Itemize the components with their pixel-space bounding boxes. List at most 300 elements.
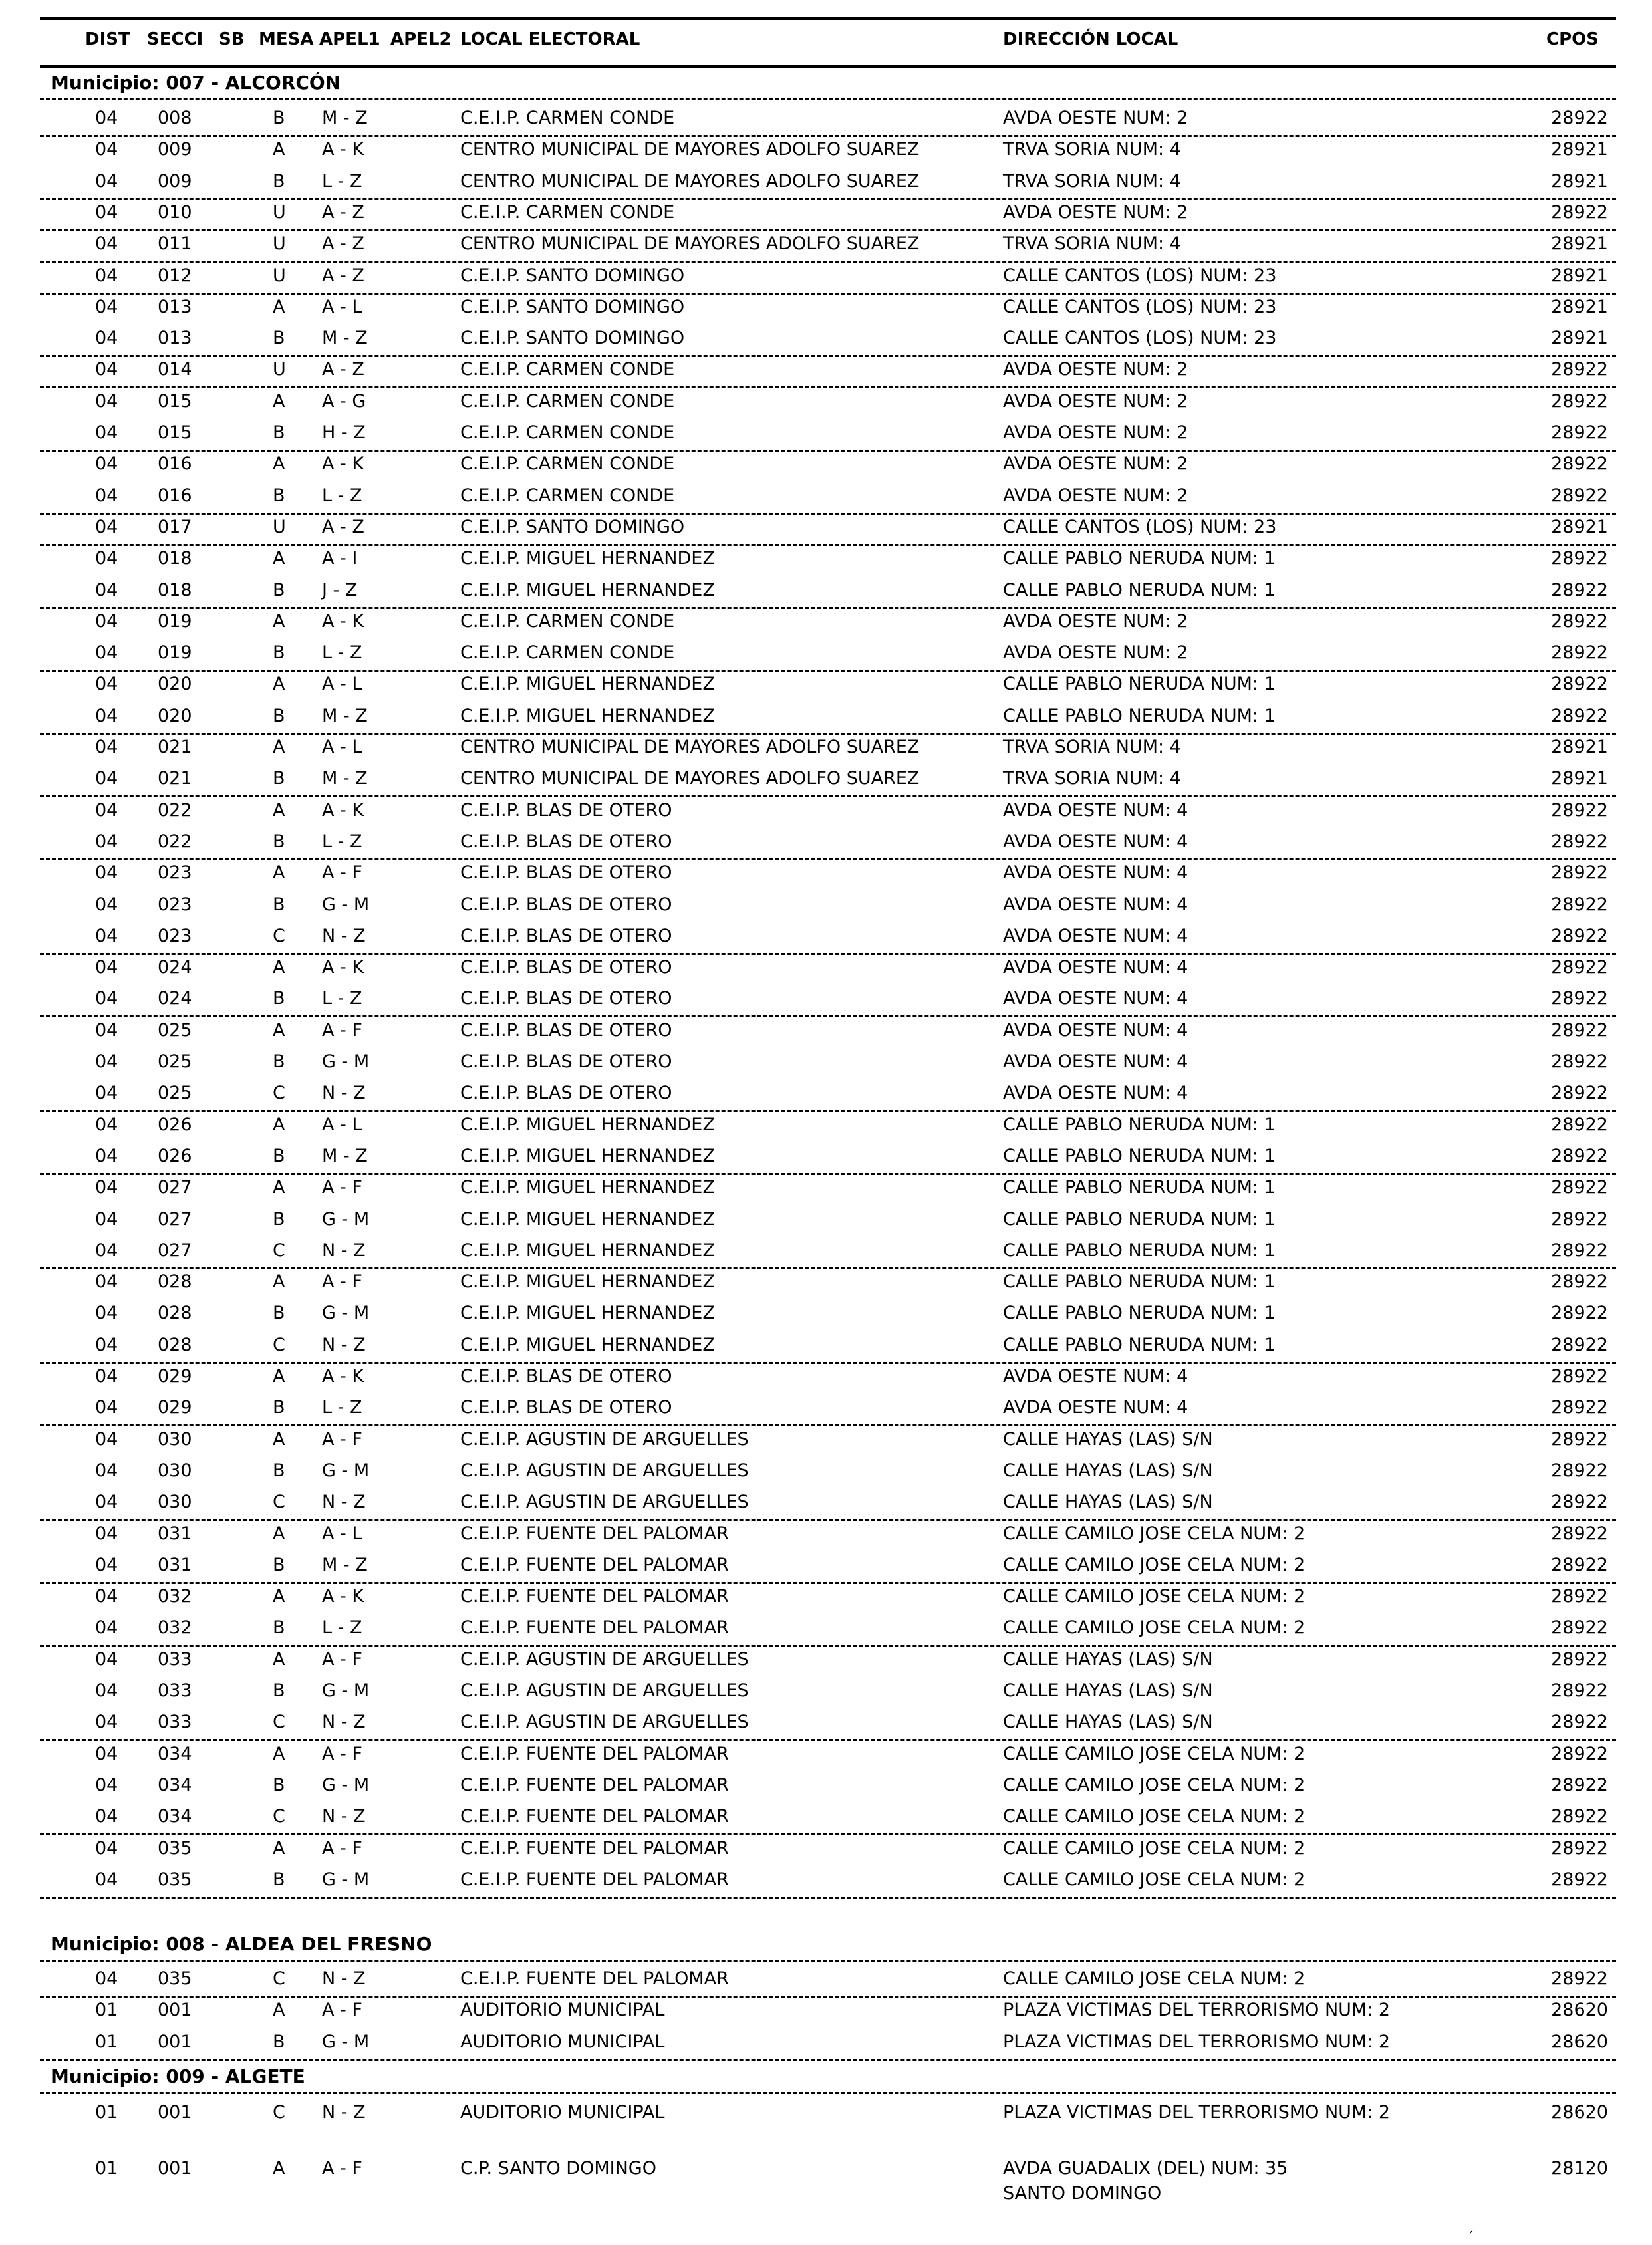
cell-secci: 030 [158, 1460, 192, 1481]
cell-direccion: CALLE PABLO NERUDA NUM: 1 [1003, 1177, 1276, 1198]
cell-secci: 033 [158, 1712, 192, 1733]
cell-local: AUDITORIO MUNICIPAL [460, 2000, 665, 2021]
cell-local: C.E.I.P. FUENTE DEL PALOMAR [460, 1554, 729, 1575]
cell-direccion: CALLE CAMILO JOSE CELA NUM: 2 [1003, 1586, 1306, 1607]
cell-local: C.E.I.P. FUENTE DEL PALOMAR [460, 1806, 729, 1827]
cell-local: C.E.I.P. BLAS DE OTERO [460, 1366, 672, 1387]
cell-mesa: B [273, 1774, 285, 1795]
cell-local: C.E.I.P. MIGUEL HERNANDEZ [460, 1114, 715, 1135]
cell-cpos: 28922 [1551, 862, 1608, 884]
table-row [40, 1173, 1616, 1204]
cell-mesa: B [273, 328, 285, 349]
cell-dist: 04 [95, 1240, 118, 1261]
cell-dist: 04 [95, 1774, 118, 1795]
cell-local: C.E.I.P. AGUSTIN DE ARGUELLES [460, 1712, 749, 1733]
cell-secci: 008 [158, 108, 192, 128]
cell-apel1: A - L [322, 1114, 362, 1135]
cell-cpos: 28922 [1551, 359, 1608, 380]
cell-local: C.E.I.P. MIGUEL HERNANDEZ [460, 1208, 715, 1230]
cell-mesa: B [273, 642, 285, 664]
table-row [40, 544, 1616, 575]
cell-dist: 04 [95, 1968, 118, 1989]
cell-dist: 04 [95, 1428, 118, 1450]
cell-cpos: 28921 [1551, 768, 1608, 789]
cell-dist: 04 [95, 610, 118, 632]
cell-direccion: TRVA SORIA NUM: 4 [1003, 170, 1181, 192]
cell-local: C.E.I.P. BLAS DE OTERO [460, 957, 672, 978]
cell-local: C.E.I.P. SANTO DOMINGO [460, 328, 685, 349]
cell-secci: 034 [158, 1743, 192, 1764]
cell-apel1: A - Z [322, 265, 364, 286]
municipio-heading: Municipio: 008 - ALDEA DEL FRESNO [51, 1933, 432, 1955]
table-row [40, 387, 1616, 418]
cell-dist: 04 [95, 233, 118, 255]
cell-apel1: A - K [322, 1366, 364, 1387]
table-row [40, 450, 1616, 481]
cell-mesa: B [273, 1460, 285, 1481]
cell-mesa: A [273, 2158, 285, 2179]
cell-mesa: U [273, 359, 286, 380]
cell-apel1: A - Z [322, 516, 364, 537]
cell-local: C.E.I.P. FUENTE DEL PALOMAR [460, 1523, 729, 1544]
cell-dist: 04 [95, 201, 118, 223]
cell-dist: 04 [95, 894, 118, 915]
cell-local: CENTRO MUNICIPAL DE MAYORES ADOLFO SUAREZ [460, 737, 920, 757]
cell-direccion: CALLE HAYAS (LAS) S/N [1003, 1712, 1213, 1733]
header-direccion: DIRECCIÓN LOCAL [1003, 29, 1178, 49]
cell-apel1: A - L [322, 737, 362, 757]
cell-mesa: A [273, 1019, 285, 1041]
cell-cpos: 28922 [1551, 1586, 1608, 1607]
cell-mesa: B [273, 1869, 285, 1890]
cell-mesa: A [273, 1586, 285, 1607]
cell-cpos: 28922 [1551, 1019, 1608, 1041]
cell-direccion: AVDA OESTE NUM: 4 [1003, 1366, 1188, 1387]
cell-secci: 029 [158, 1366, 192, 1387]
table-row [40, 293, 1616, 324]
cell-apel1: A - I [322, 548, 358, 569]
table-row [40, 513, 1616, 546]
cell-dist: 04 [95, 737, 118, 757]
table-row [40, 1267, 1616, 1299]
cell-apel1: N - Z [322, 1240, 366, 1261]
cell-mesa: B [273, 831, 285, 852]
table-row [40, 1425, 1616, 1456]
cell-secci: 021 [158, 768, 192, 789]
cell-local: C.E.I.P. AGUSTIN DE ARGUELLES [460, 1492, 749, 1513]
cell-mesa: A [273, 2000, 285, 2021]
cell-dist: 04 [95, 1680, 118, 1701]
table-row [40, 1802, 1616, 1835]
cell-dist: 04 [95, 1019, 118, 1041]
cell-dist: 04 [95, 1177, 118, 1198]
cell-dist: 04 [95, 925, 118, 946]
cell-mesa: B [273, 1617, 285, 1639]
cell-direccion: PLAZA VICTIMAS DEL TERRORISMO NUM: 2 [1003, 2031, 1391, 2052]
cell-apel1: A - K [322, 610, 364, 632]
cell-local: C.E.I.P. MIGUEL HERNANDEZ [460, 1271, 715, 1293]
cell-secci: 018 [158, 579, 192, 600]
cell-local: C.E.I.P. FUENTE DEL PALOMAR [460, 1774, 729, 1795]
cell-dist: 04 [95, 1492, 118, 1513]
table-row [40, 418, 1616, 452]
cell-secci: 001 [158, 2102, 192, 2123]
cell-direccion: TRVA SORIA NUM: 4 [1003, 139, 1181, 160]
table-row [40, 2028, 1616, 2061]
cell-mesa: A [273, 1271, 285, 1293]
cell-local: C.E.I.P. BLAS DE OTERO [460, 1051, 672, 1072]
table-row [40, 922, 1616, 955]
cell-cpos: 28922 [1551, 642, 1608, 664]
cell-secci: 026 [158, 1145, 192, 1166]
cell-cpos: 28620 [1551, 2000, 1608, 2021]
cell-mesa: C [273, 1083, 285, 1104]
cell-dist: 04 [95, 265, 118, 286]
table-row [40, 1996, 1616, 2027]
table-row [40, 702, 1616, 735]
cell-apel1: A - K [322, 957, 364, 978]
cell-local: C.E.I.P. BLAS DE OTERO [460, 1019, 672, 1041]
cell-secci: 014 [158, 359, 192, 380]
municipio-heading: Municipio: 009 - ALGETE [51, 2065, 305, 2087]
cell-apel1: G - M [322, 1303, 370, 1324]
cell-direccion: CALLE CAMILO JOSE CELA NUM: 2 [1003, 1617, 1306, 1639]
cell-direccion: AVDA OESTE NUM: 2 [1003, 454, 1188, 475]
cell-apel1: M - Z [322, 1145, 368, 1166]
table-row [40, 670, 1616, 701]
cell-direccion: CALLE PABLO NERUDA NUM: 1 [1003, 1334, 1276, 1355]
table-row [40, 1362, 1616, 1393]
cell-dist: 04 [95, 1303, 118, 1324]
cell-dist: 04 [95, 674, 118, 695]
table-row [40, 1456, 1616, 1488]
table-row [40, 1676, 1616, 1708]
cell-direccion: CALLE HAYAS (LAS) S/N [1003, 1428, 1213, 1450]
cell-secci: 025 [158, 1051, 192, 1072]
cell-dist: 04 [95, 328, 118, 349]
cell-apel1: A - F [322, 1177, 362, 1198]
cell-direccion: CALLE PABLO NERUDA NUM: 1 [1003, 579, 1276, 600]
cell-secci: 015 [158, 422, 192, 443]
cell-local: C.E.I.P. CARMEN CONDE [460, 359, 675, 380]
cell-cpos: 28922 [1551, 1968, 1608, 1989]
cell-dist: 04 [95, 1869, 118, 1890]
cell-dist: 04 [95, 1366, 118, 1387]
cell-apel1: N - Z [322, 1806, 366, 1827]
table-row [40, 1016, 1616, 1047]
cell-dist: 04 [95, 1837, 118, 1859]
cell-apel1: A - Z [322, 201, 364, 223]
cell-direccion: AVDA OESTE NUM: 4 [1003, 957, 1188, 978]
cell-apel1: L - Z [322, 170, 362, 192]
cell-dist: 01 [95, 2031, 118, 2052]
cell-cpos: 28922 [1551, 988, 1608, 1009]
cell-mesa: A [273, 390, 285, 412]
table-row [40, 2154, 1616, 2207]
cell-dist: 04 [95, 799, 118, 821]
cell-mesa: U [273, 201, 286, 223]
cell-cpos: 28921 [1551, 328, 1608, 349]
table-row [40, 1613, 1616, 1647]
cell-local: C.E.I.P. BLAS DE OTERO [460, 799, 672, 821]
cell-secci: 035 [158, 1837, 192, 1859]
table-row [40, 1645, 1616, 1676]
table-header [40, 17, 1616, 68]
cell-direccion: AVDA OESTE NUM: 4 [1003, 1051, 1188, 1072]
cell-cpos: 28922 [1551, 1428, 1608, 1450]
cell-direccion: CALLE HAYAS (LAS) S/N [1003, 1649, 1213, 1670]
cell-cpos: 28922 [1551, 1837, 1608, 1859]
cell-mesa: A [273, 1649, 285, 1670]
cell-cpos: 28921 [1551, 265, 1608, 286]
cell-secci: 001 [158, 2000, 192, 2021]
cell-dist: 04 [95, 1743, 118, 1764]
cell-mesa: A [273, 548, 285, 569]
cell-secci: 028 [158, 1303, 192, 1324]
cell-local: C.E.I.P. CARMEN CONDE [460, 485, 675, 506]
cell-cpos: 28922 [1551, 1649, 1608, 1670]
cell-secci: 027 [158, 1177, 192, 1198]
cell-cpos: 28922 [1551, 1774, 1608, 1795]
cell-direccion: AVDA OESTE NUM: 2 [1003, 642, 1188, 664]
cell-dist: 04 [95, 1334, 118, 1355]
cell-secci: 021 [158, 737, 192, 757]
cell-direccion: AVDA OESTE NUM: 2 [1003, 485, 1188, 506]
municipio-heading: Municipio: 007 - ALCORCÓN [51, 72, 341, 94]
cell-dist: 04 [95, 170, 118, 192]
cell-apel1: N - Z [322, 1334, 366, 1355]
cell-apel1: M - Z [322, 108, 368, 128]
cell-secci: 009 [158, 170, 192, 192]
cell-apel1: N - Z [322, 2102, 366, 2123]
table-row [40, 764, 1616, 797]
cell-secci: 029 [158, 1397, 192, 1418]
table-row [40, 1964, 1616, 1998]
cell-dist: 04 [95, 862, 118, 884]
municipio-divider [40, 98, 1616, 100]
cell-direccion: AVDA OESTE NUM: 2 [1003, 359, 1188, 380]
cell-dist: 01 [95, 2000, 118, 2021]
cell-apel1: L - Z [322, 1617, 362, 1639]
cell-direccion: CALLE HAYAS (LAS) S/N [1003, 1492, 1213, 1513]
cell-direccion: CALLE PABLO NERUDA NUM: 1 [1003, 674, 1276, 695]
cell-secci: 012 [158, 265, 192, 286]
cell-cpos: 28922 [1551, 894, 1608, 915]
cell-mesa: A [273, 139, 285, 160]
cell-cpos: 28922 [1551, 422, 1608, 443]
cell-cpos: 28922 [1551, 1460, 1608, 1481]
cell-secci: 022 [158, 831, 192, 852]
cell-local: C.E.I.P. BLAS DE OTERO [460, 925, 672, 946]
cell-secci: 026 [158, 1114, 192, 1135]
table-row [40, 1142, 1616, 1175]
cell-mesa: U [273, 516, 286, 537]
cell-dist: 04 [95, 1397, 118, 1418]
cell-secci: 020 [158, 705, 192, 726]
cell-mesa: B [273, 1051, 285, 1072]
cell-apel1: G - M [322, 1460, 370, 1481]
cell-cpos: 28921 [1551, 296, 1608, 317]
cell-secci: 013 [158, 296, 192, 317]
cell-direccion: AVDA OESTE NUM: 4 [1003, 799, 1188, 821]
cell-secci: 025 [158, 1019, 192, 1041]
cell-mesa: B [273, 1208, 285, 1230]
table-row [40, 104, 1616, 137]
table-row [40, 481, 1616, 515]
cell-local: C.E.I.P. MIGUEL HERNANDEZ [460, 1303, 715, 1324]
header-sb: SB [219, 29, 245, 49]
cell-direccion: CALLE PABLO NERUDA NUM: 1 [1003, 1208, 1276, 1230]
table-row [40, 1047, 1616, 1079]
cell-apel1: A - G [322, 390, 366, 412]
cell-apel1: A - Z [322, 359, 364, 380]
cell-dist: 04 [95, 108, 118, 128]
cell-direccion: TRVA SORIA NUM: 4 [1003, 737, 1181, 757]
table-row [40, 198, 1616, 231]
cell-direccion: CALLE CAMILO JOSE CELA NUM: 2 [1003, 1554, 1306, 1575]
cell-apel1: A - Z [322, 233, 364, 255]
cell-cpos: 28922 [1551, 831, 1608, 852]
header-cpos: CPOS [1546, 29, 1599, 49]
cell-mesa: B [273, 705, 285, 726]
cell-apel1: N - Z [322, 1083, 366, 1104]
cell-apel1: G - M [322, 1680, 370, 1701]
cell-cpos: 28922 [1551, 1177, 1608, 1198]
cell-dist: 04 [95, 359, 118, 380]
cell-secci: 030 [158, 1492, 192, 1513]
cell-secci: 035 [158, 1869, 192, 1890]
cell-cpos: 28922 [1551, 390, 1608, 412]
cell-local: C.E.I.P. BLAS DE OTERO [460, 1083, 672, 1104]
cell-secci: 032 [158, 1586, 192, 1607]
municipio-divider [40, 2092, 1616, 2094]
cell-direccion: CALLE CANTOS (LOS) NUM: 23 [1003, 516, 1277, 537]
cell-cpos: 28922 [1551, 957, 1608, 978]
cell-mesa: B [273, 579, 285, 600]
cell-mesa: A [273, 1523, 285, 1544]
cell-apel1: M - Z [322, 705, 368, 726]
cell-mesa: C [273, 1712, 285, 1733]
header-apel1: APEL1 [319, 29, 380, 49]
cell-dist: 04 [95, 1523, 118, 1544]
cell-local: AUDITORIO MUNICIPAL [460, 2102, 665, 2123]
cell-apel1: A - F [322, 1743, 362, 1764]
cell-cpos: 28921 [1551, 170, 1608, 192]
cell-secci: 017 [158, 516, 192, 537]
cell-secci: 024 [158, 988, 192, 1009]
cell-local: C.E.I.P. AGUSTIN DE ARGUELLES [460, 1428, 749, 1450]
cell-local: C.E.I.P. MIGUEL HERNANDEZ [460, 1145, 715, 1166]
cell-mesa: C [273, 925, 285, 946]
cell-cpos: 28922 [1551, 1869, 1608, 1890]
table-row [40, 638, 1616, 672]
cell-secci: 024 [158, 957, 192, 978]
cell-direccion: AVDA OESTE NUM: 2 [1003, 201, 1188, 223]
cell-local: C.E.I.P. MIGUEL HERNANDEZ [460, 548, 715, 569]
cell-dist: 04 [95, 548, 118, 569]
cell-mesa: B [273, 1554, 285, 1575]
cell-secci: 031 [158, 1523, 192, 1544]
cell-direccion: CALLE CAMILO JOSE CELA NUM: 2 [1003, 1837, 1306, 1859]
footer-mark: ´ [1467, 2229, 1474, 2245]
cell-direccion: CALLE PABLO NERUDA NUM: 1 [1003, 1240, 1276, 1261]
cell-secci: 034 [158, 1774, 192, 1795]
cell-cpos: 28922 [1551, 1051, 1608, 1072]
cell-mesa: A [273, 674, 285, 695]
cell-direccion: TRVA SORIA NUM: 4 [1003, 233, 1181, 255]
cell-apel1: A - K [322, 454, 364, 475]
cell-mesa: A [273, 1428, 285, 1450]
cell-dist: 04 [95, 390, 118, 412]
cell-local: CENTRO MUNICIPAL DE MAYORES ADOLFO SUAREZ [460, 170, 920, 192]
cell-mesa: B [273, 2031, 285, 2052]
cell-dist: 04 [95, 768, 118, 789]
cell-cpos: 28921 [1551, 139, 1608, 160]
cell-apel1: A - F [322, 1019, 362, 1041]
cell-secci: 030 [158, 1428, 192, 1450]
cell-mesa: A [273, 799, 285, 821]
cell-apel1: N - Z [322, 1492, 366, 1513]
cell-direccion: CALLE CAMILO JOSE CELA NUM: 2 [1003, 1968, 1306, 1989]
table-row [40, 355, 1616, 388]
cell-dist: 04 [95, 1649, 118, 1670]
cell-secci: 010 [158, 201, 192, 223]
cell-secci: 016 [158, 485, 192, 506]
cell-dist: 04 [95, 1460, 118, 1481]
cell-local: C.P. SANTO DOMINGO [460, 2158, 656, 2179]
cell-local: C.E.I.P. SANTO DOMINGO [460, 265, 685, 286]
cell-mesa: C [273, 1806, 285, 1827]
cell-cpos: 28922 [1551, 579, 1608, 600]
cell-local: C.E.I.P. FUENTE DEL PALOMAR [460, 1837, 729, 1859]
table-row [40, 1582, 1616, 1613]
cell-mesa: C [273, 1240, 285, 1261]
cell-cpos: 28921 [1551, 737, 1608, 757]
cell-apel1: L - Z [322, 1397, 362, 1418]
cell-dist: 04 [95, 1271, 118, 1293]
header-local: LOCAL ELECTORAL [460, 29, 640, 49]
cell-cpos: 28922 [1551, 610, 1608, 632]
table-row [40, 1079, 1616, 1112]
cell-dist: 04 [95, 1051, 118, 1072]
cell-direccion-line2: SANTO DOMINGO [1003, 2183, 1162, 2204]
cell-secci: 018 [158, 548, 192, 569]
cell-apel1: A - F [322, 1271, 362, 1293]
cell-mesa: B [273, 422, 285, 443]
cell-dist: 04 [95, 1586, 118, 1607]
table-row [40, 1834, 1616, 1865]
cell-mesa: C [273, 2102, 285, 2123]
cell-cpos: 28922 [1551, 1114, 1608, 1135]
table-row [40, 2098, 1616, 2151]
cell-cpos: 28922 [1551, 108, 1608, 128]
cell-local: AUDITORIO MUNICIPAL [460, 2031, 665, 2052]
cell-apel1: L - Z [322, 485, 362, 506]
cell-secci: 011 [158, 233, 192, 255]
cell-dist: 04 [95, 516, 118, 537]
cell-cpos: 28922 [1551, 674, 1608, 695]
cell-secci: 022 [158, 799, 192, 821]
cell-local: CENTRO MUNICIPAL DE MAYORES ADOLFO SUAREZ [460, 139, 920, 160]
cell-local: C.E.I.P. SANTO DOMINGO [460, 516, 685, 537]
cell-apel1: A - K [322, 1586, 364, 1607]
cell-mesa: A [273, 957, 285, 978]
cell-secci: 032 [158, 1617, 192, 1639]
cell-cpos: 28922 [1551, 1240, 1608, 1261]
cell-apel1: N - Z [322, 925, 366, 946]
cell-cpos: 28921 [1551, 516, 1608, 537]
cell-dist: 04 [95, 422, 118, 443]
